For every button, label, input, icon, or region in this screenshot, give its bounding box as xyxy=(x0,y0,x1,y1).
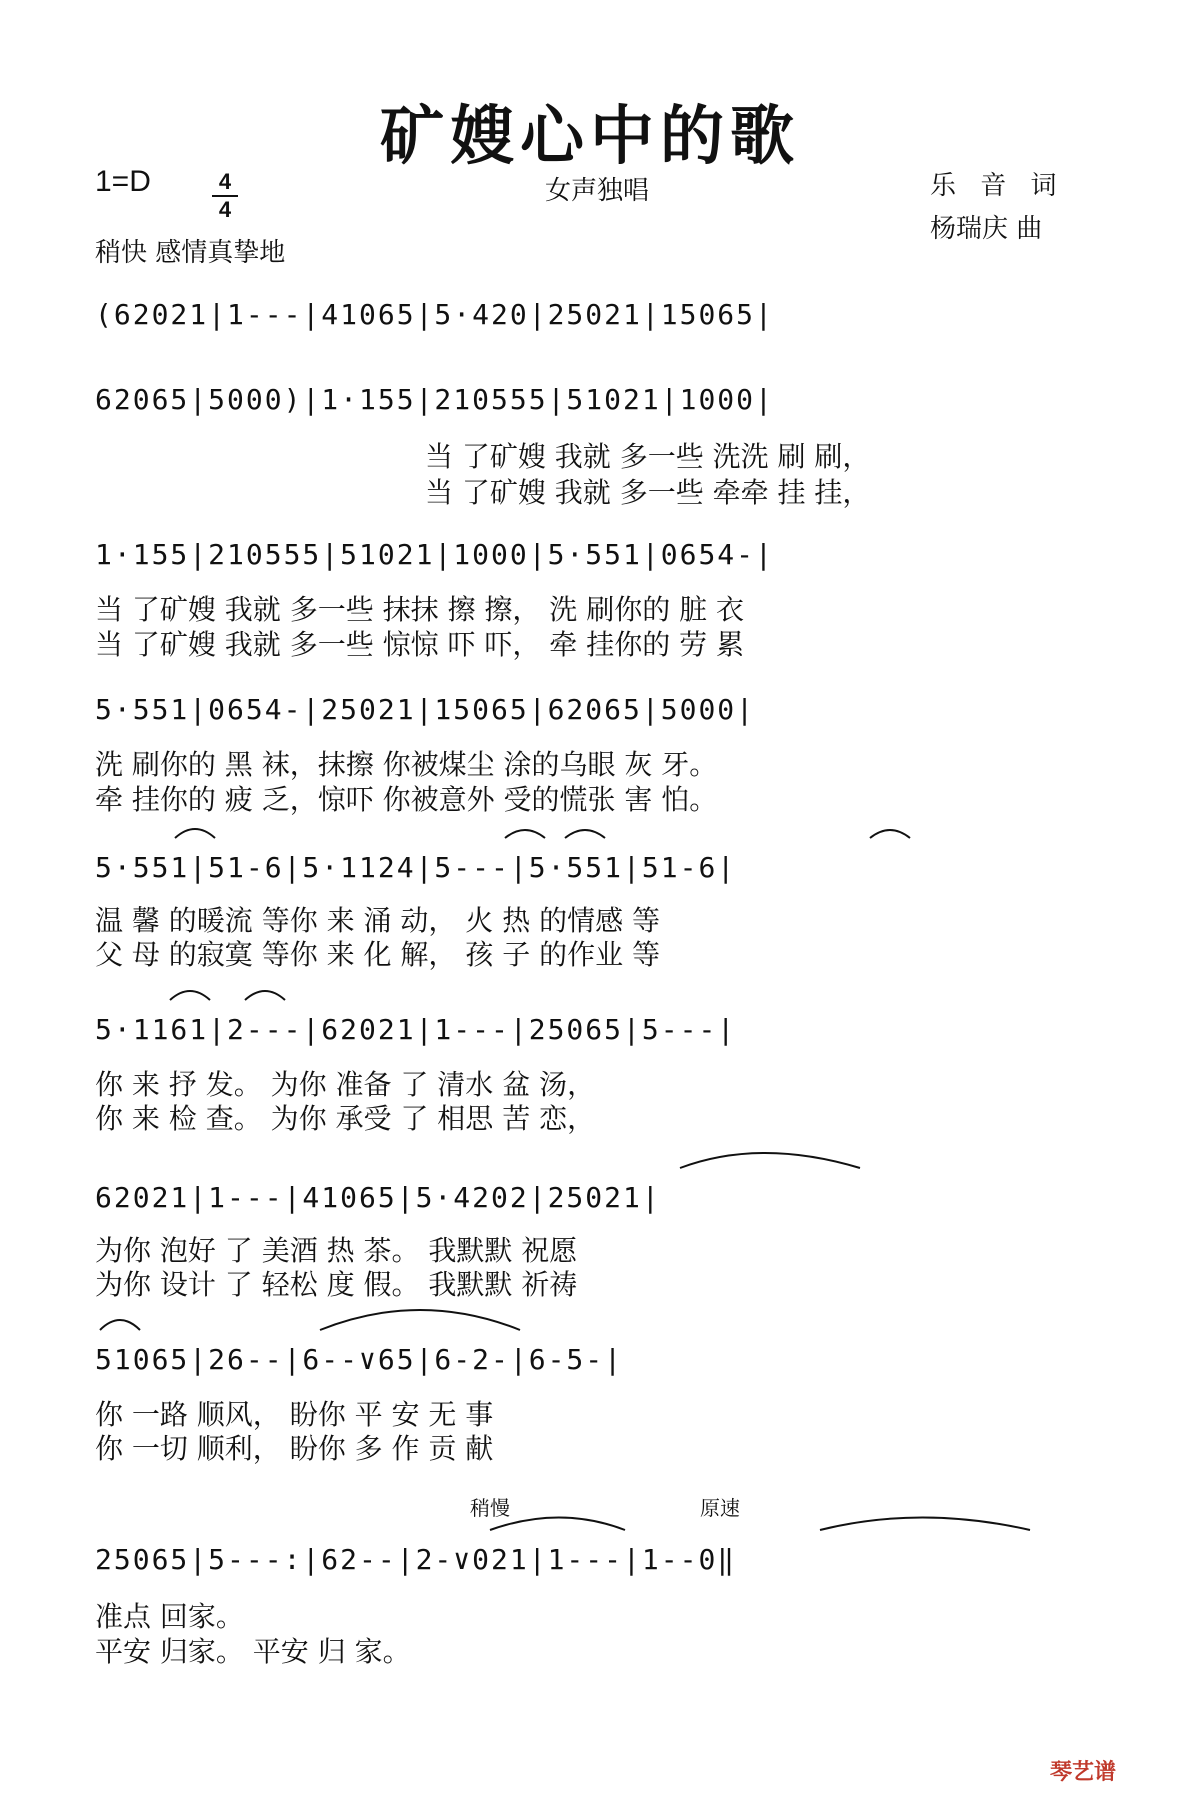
tempo-original-mark: 原速 xyxy=(700,1496,740,1520)
lyrics-verse-2: 当 了矿嫂 我就 多一些 牵牵 挂 挂， xyxy=(425,476,871,509)
lyrics-verse-1: 你 来 抒 发。 为你 准备 了 清水 盆 汤， xyxy=(95,1068,596,1101)
music-row: 1·155|210555|51021|1000|5·551|0654-| xyxy=(95,538,774,571)
music-row: 62065|5000)|1·155|210555|51021|1000| xyxy=(95,383,774,416)
lyrics-verse-1: 温 馨 的暖流 等你 来 涌 动， 火 热 的情感 等 xyxy=(95,904,661,937)
lyrics-verse-2: 父 母 的寂寞 等你 来 化 解， 孩 子 的作业 等 xyxy=(95,938,661,971)
lyrics-verse-1: 洗 刷你的 黑 袜，抹擦 你被煤尘 涂的乌眼 灰 牙。 xyxy=(95,748,718,781)
time-signature xyxy=(212,170,238,222)
music-row: 5·551|51-6|5·1124|5---|5·551|51-6| xyxy=(95,851,737,884)
music-row: 5·551|0654-|25021|15065|62065|5000| xyxy=(95,693,756,726)
lyrics-verse-2: 你 来 检 查。 为你 承受 了 相思 苦 恋， xyxy=(95,1102,596,1135)
composer-credit: 杨瑞庆 曲 xyxy=(930,214,1043,244)
lyrics-verse-1: 当 了矿嫂 我就 多一些 抹抹 擦 擦， 洗 刷你的 脏 衣 xyxy=(95,593,745,626)
performance-note: 女声独唱 xyxy=(545,176,650,206)
lyrics-verse-2: 牵 挂你的 疲 乏，惊吓 你被意外 受的慌张 害 怕。 xyxy=(95,783,718,816)
music-row: 5·1161|2---|62021|1---|25065|5---| xyxy=(95,1013,737,1046)
lyrics-verse-2: 为你 设计 了 轻松 度 假。 我默默 祈祷 xyxy=(95,1268,578,1301)
lyrics-verse-1: 你 一路 顺风， 盼你 平 安 无 事 xyxy=(95,1398,494,1431)
lyrics-verse-2: 平安 归家。 平安 归 家。 xyxy=(95,1635,411,1668)
tempo-slow-mark: 稍慢 xyxy=(470,1496,510,1520)
time-bottom: 4 xyxy=(218,197,232,222)
music-row: 62021|1---|41065|5·4202|25021| xyxy=(95,1181,661,1214)
lyrics-verse-1: 当 了矿嫂 我就 多一些 洗洗 刷 刷， xyxy=(425,440,871,473)
lyrics-verse-2: 你 一切 顺利， 盼你 多 作 贡 献 xyxy=(95,1432,494,1465)
time-top: 4 xyxy=(218,169,232,194)
music-row: 51065|26--|6--∨65|6-2-|6-5-| xyxy=(95,1343,624,1376)
lyrics-verse-2: 当 了矿嫂 我就 多一些 惊惊 吓 吓， 牵 挂你的 劳 累 xyxy=(95,628,745,661)
music-row: 25065|5---:|62--|2-∨021|1---|1--0‖ xyxy=(95,1543,737,1576)
watermark-logo: 琴艺谱 xyxy=(1050,1760,1117,1785)
lyrics-verse-1: 准点 回家。 xyxy=(95,1600,244,1633)
lyricist-credit: 乐 音 词 xyxy=(930,171,1065,201)
song-title: 矿嫂心中的歌 xyxy=(380,100,800,174)
key-signature: 1=D xyxy=(95,165,151,198)
music-row: (62021|1---|41065|5·420|25021|15065| xyxy=(95,298,774,331)
lyrics-verse-1: 为你 泡好 了 美酒 热 茶。 我默默 祝愿 xyxy=(95,1234,578,1267)
expression-mark: 稍快 感情真挚地 xyxy=(95,238,286,268)
